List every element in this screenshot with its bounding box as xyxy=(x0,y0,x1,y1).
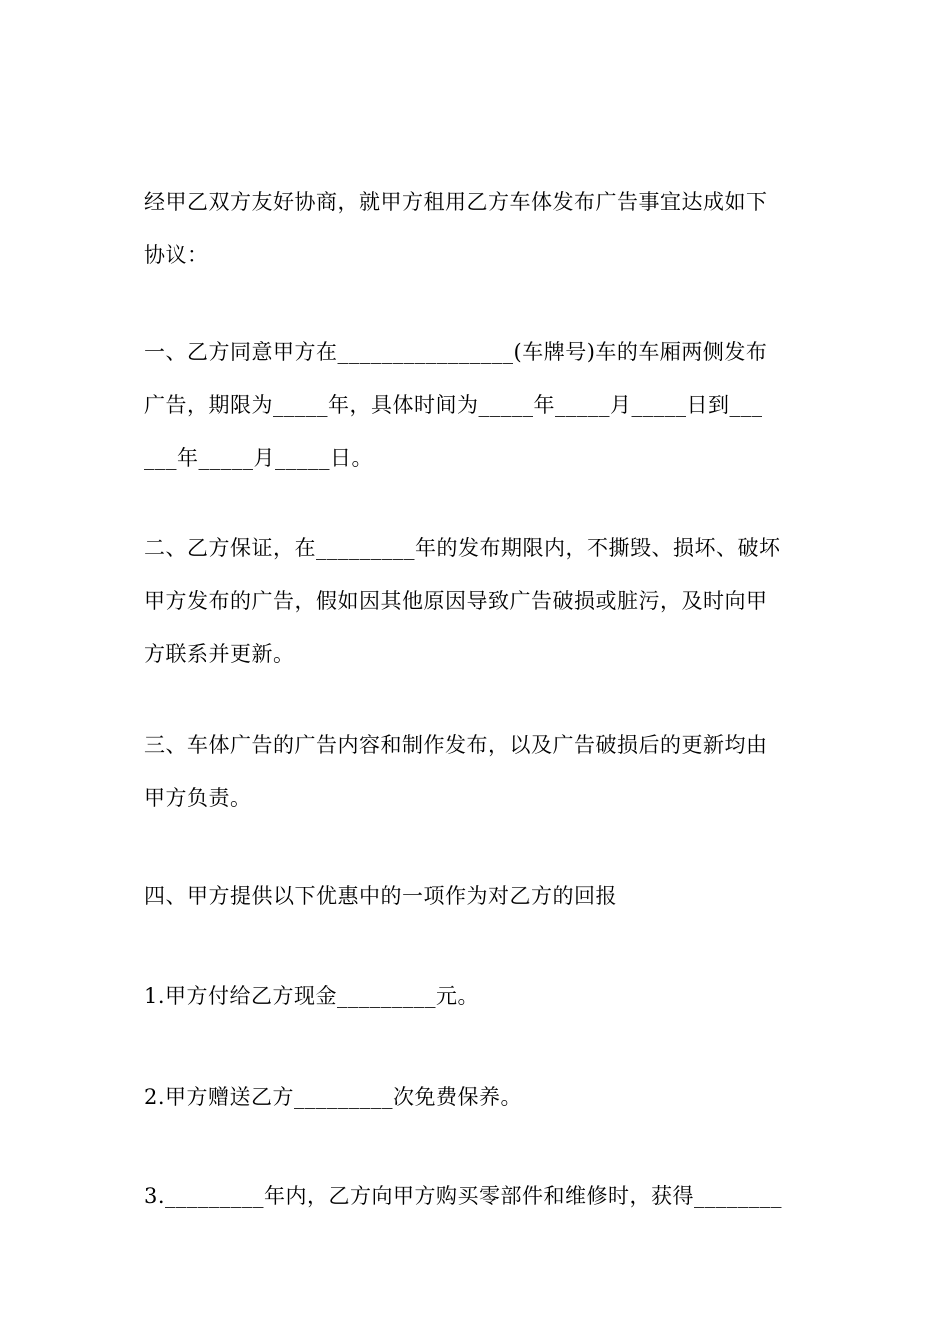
text-line: 经甲乙双方友好协商，就甲方租用乙方车体发布广告事宜达成如下 xyxy=(144,190,768,214)
clause-2-paragraph xyxy=(144,522,806,681)
text-line: 四、甲方提供以下优惠中的一项作为对乙方的回报 xyxy=(144,884,617,908)
text-line: 协议： xyxy=(144,243,209,267)
clause-1-paragraph xyxy=(144,326,806,485)
option-1-paragraph xyxy=(144,970,806,1023)
text-line: 2.甲方赠送乙方_________次免费保养。 xyxy=(144,1085,523,1109)
option-3-paragraph xyxy=(144,1170,806,1223)
clause-3-paragraph xyxy=(144,719,806,825)
text-line: 方联系并更新。 xyxy=(144,642,295,666)
option-2-paragraph xyxy=(144,1071,806,1124)
document-page xyxy=(144,0,806,1344)
text-line: 二、乙方保证，在_________年的发布期限内，不撕毁、损坏、破坏 xyxy=(144,536,781,560)
text-line: 甲方发布的广告，假如因其他原因导致广告破损或脏污，及时向甲 xyxy=(144,589,768,613)
text-line: 广告，期限为_____年，具体时间为_____年_____月_____日到___ xyxy=(144,393,763,417)
text-line: 3._________年内，乙方向甲方购买零部件和维修时，获得________ xyxy=(144,1184,783,1208)
text-line: 1.甲方付给乙方现金_________元。 xyxy=(144,984,480,1008)
text-line: 一、乙方同意甲方在________________(车牌号)车的车厢两侧发布 xyxy=(144,340,768,364)
intro-paragraph xyxy=(144,176,806,282)
text-line: ___年_____月_____日。 xyxy=(144,446,373,470)
text-line: 三、车体广告的广告内容和制作发布，以及广告破损后的更新均由 xyxy=(144,733,768,757)
text-line: 甲方负责。 xyxy=(144,786,252,810)
clause-4-paragraph xyxy=(144,870,806,923)
